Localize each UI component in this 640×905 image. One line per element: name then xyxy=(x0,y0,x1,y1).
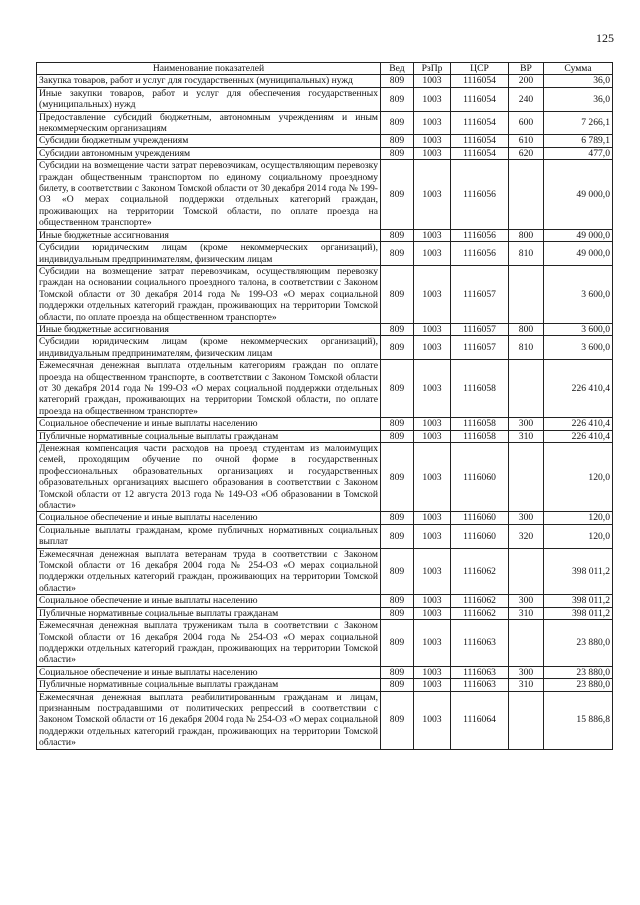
row-ved: 809 xyxy=(381,524,414,548)
row-rzpr: 1003 xyxy=(414,443,451,512)
row-sum: 398 011,2 xyxy=(544,595,613,607)
row-ved: 809 xyxy=(381,242,414,266)
row-vr xyxy=(509,620,544,667)
row-name: Социальное обеспечение и иные выплаты населению xyxy=(37,512,381,524)
row-csr: 1116057 xyxy=(451,336,509,360)
row-ved: 809 xyxy=(381,360,414,418)
row-sum: 226 410,4 xyxy=(544,418,613,430)
row-rzpr: 1003 xyxy=(414,418,451,430)
row-vr xyxy=(509,360,544,418)
row-ved: 809 xyxy=(381,336,414,360)
row-vr: 320 xyxy=(509,524,544,548)
row-sum: 23 880,0 xyxy=(544,679,613,691)
row-sum: 226 410,4 xyxy=(544,360,613,418)
row-csr: 1116063 xyxy=(451,666,509,678)
row-vr: 300 xyxy=(509,666,544,678)
table-row xyxy=(37,679,613,691)
row-rzpr: 1003 xyxy=(414,135,451,147)
table-row xyxy=(37,147,613,159)
row-sum: 15 886,8 xyxy=(544,691,613,749)
row-name: Иные бюджетные ассигнования xyxy=(37,323,381,335)
header-csr: ЦСР xyxy=(451,63,509,75)
table-row xyxy=(37,512,613,524)
table-row xyxy=(37,135,613,147)
row-rzpr: 1003 xyxy=(414,87,451,111)
row-vr: 810 xyxy=(509,242,544,266)
row-ved: 809 xyxy=(381,443,414,512)
row-name: Субсидии на возмещение части затрат перевозчикам, осуществляющим перевозку граждан общественным транспортом по единому социальному проездному билету, в соответствии с Законом Томской области от 30 декабря 2014 года № 199-ОЗ «О мерах социальной поддержки отдельных категорий граждан, проживающих на территории Томской области, по оплате проезда на общественном транспорте» xyxy=(37,160,381,229)
row-csr: 1116054 xyxy=(451,87,509,111)
row-ved: 809 xyxy=(381,595,414,607)
table-row xyxy=(37,607,613,619)
row-csr: 1116056 xyxy=(451,242,509,266)
row-rzpr: 1003 xyxy=(414,620,451,667)
row-rzpr: 1003 xyxy=(414,229,451,241)
row-csr: 1116058 xyxy=(451,418,509,430)
row-ved: 809 xyxy=(381,666,414,678)
row-ved: 809 xyxy=(381,679,414,691)
row-name: Публичные нормативные социальные выплаты гражданам xyxy=(37,430,381,442)
row-name: Иные закупки товаров, работ и услуг для обеспечения государственных (муниципальных) нужд xyxy=(37,87,381,111)
row-sum: 477,0 xyxy=(544,147,613,159)
row-sum: 226 410,4 xyxy=(544,430,613,442)
row-csr: 1116063 xyxy=(451,620,509,667)
table-row xyxy=(37,75,613,87)
row-csr: 1116057 xyxy=(451,323,509,335)
row-vr: 240 xyxy=(509,87,544,111)
row-vr: 600 xyxy=(509,111,544,135)
row-ved: 809 xyxy=(381,111,414,135)
row-vr: 310 xyxy=(509,430,544,442)
header-name: Наименование показателей xyxy=(37,63,381,75)
row-csr: 1116054 xyxy=(451,75,509,87)
page-number: 125 xyxy=(596,31,614,45)
row-vr xyxy=(509,160,544,229)
row-ved: 809 xyxy=(381,548,414,595)
row-vr xyxy=(509,443,544,512)
row-ved: 809 xyxy=(381,147,414,159)
row-ved: 809 xyxy=(381,160,414,229)
row-name: Ежемесячная денежная выплата реабилитированным гражданам и лицам, признанным пострадавшими от политических репрессий в соответствии с Законом Томской области от 16 декабря 2004 года № 254-ОЗ «О мерах социальной поддержки отдельных категорий граждан, проживающих на территории Томской области» xyxy=(37,691,381,749)
row-sum: 36,0 xyxy=(544,87,613,111)
table-row xyxy=(37,111,613,135)
row-vr: 300 xyxy=(509,418,544,430)
row-rzpr: 1003 xyxy=(414,336,451,360)
row-rzpr: 1003 xyxy=(414,111,451,135)
row-vr: 610 xyxy=(509,135,544,147)
row-rzpr: 1003 xyxy=(414,242,451,266)
row-sum: 398 011,2 xyxy=(544,607,613,619)
row-rzpr: 1003 xyxy=(414,160,451,229)
row-sum: 49 000,0 xyxy=(544,229,613,241)
row-name: Ежемесячная денежная выплата отдельным категориям граждан по оплате проезда на общественном транспорте, в соответствии с Законом Томской области от 30 декабря 2014 года № 199-ОЗ «О мерах социальной поддержки отдельных категорий граждан, проживающих на территории Томской области, по оплате проезда на общественном транспорте» xyxy=(37,360,381,418)
row-name: Закупка товаров, работ и услуг для государственных (муниципальных) нужд xyxy=(37,75,381,87)
row-csr: 1116064 xyxy=(451,691,509,749)
row-sum: 7 266,1 xyxy=(544,111,613,135)
row-name: Ежемесячная денежная выплата труженикам тыла в соответствии с Законом Томской области от 16 декабря 2004 года № 254-ОЗ «О мерах социальной поддержки отдельных категорий граждан, проживающих на территории Томской области» xyxy=(37,620,381,667)
row-csr: 1116063 xyxy=(451,679,509,691)
row-ved: 809 xyxy=(381,418,414,430)
row-name: Ежемесячная денежная выплата ветеранам труда в соответствии с Законом Томской области от 16 декабря 2004 года № 254-ОЗ «О мерах социальной поддержки отдельных категорий граждан, проживающих на территории Томской области» xyxy=(37,548,381,595)
row-csr: 1116060 xyxy=(451,524,509,548)
row-name: Публичные нормативные социальные выплаты гражданам xyxy=(37,607,381,619)
row-rzpr: 1003 xyxy=(414,607,451,619)
table-row xyxy=(37,524,613,548)
row-name: Публичные нормативные социальные выплаты гражданам xyxy=(37,679,381,691)
row-vr: 310 xyxy=(509,679,544,691)
row-csr: 1116056 xyxy=(451,160,509,229)
row-vr xyxy=(509,691,544,749)
row-ved: 809 xyxy=(381,87,414,111)
row-vr: 310 xyxy=(509,607,544,619)
header-sum: Сумма xyxy=(544,63,613,75)
table-row xyxy=(37,265,613,323)
row-name: Субсидии юридическим лицам (кроме некоммерческих организаций), индивидуальным предпринимателям, физическим лицам xyxy=(37,242,381,266)
row-rzpr: 1003 xyxy=(414,323,451,335)
row-csr: 1116060 xyxy=(451,443,509,512)
row-csr: 1116060 xyxy=(451,512,509,524)
table-row xyxy=(37,323,613,335)
row-name: Социальные выплаты гражданам, кроме публичных нормативных социальных выплат xyxy=(37,524,381,548)
table-row xyxy=(37,443,613,512)
row-csr: 1116056 xyxy=(451,229,509,241)
row-csr: 1116062 xyxy=(451,595,509,607)
row-sum: 36,0 xyxy=(544,75,613,87)
row-vr xyxy=(509,548,544,595)
header-ved: Вед xyxy=(381,63,414,75)
table-row xyxy=(37,87,613,111)
row-csr: 1116054 xyxy=(451,111,509,135)
row-csr: 1116062 xyxy=(451,548,509,595)
table-row xyxy=(37,418,613,430)
row-ved: 809 xyxy=(381,430,414,442)
row-name: Денежная компенсация части расходов на проезд студентам из малоимущих семей, проходящим обучение по очной форме в государственных профессиональных образовательных организациях и государственных образовательных организациях высшего образования в соответствии с Законом Томской области от 12 августа 2013 года № 149-ОЗ «Об образовании в Томской области» xyxy=(37,443,381,512)
row-csr: 1116054 xyxy=(451,135,509,147)
budget-table xyxy=(36,62,613,750)
row-sum: 23 880,0 xyxy=(544,620,613,667)
header-vr: ВР xyxy=(509,63,544,75)
row-name: Иные бюджетные ассигнования xyxy=(37,229,381,241)
row-name: Социальное обеспечение и иные выплаты населению xyxy=(37,418,381,430)
row-csr: 1116058 xyxy=(451,430,509,442)
row-vr: 300 xyxy=(509,595,544,607)
row-rzpr: 1003 xyxy=(414,512,451,524)
row-vr: 810 xyxy=(509,336,544,360)
row-ved: 809 xyxy=(381,512,414,524)
row-rzpr: 1003 xyxy=(414,147,451,159)
row-rzpr: 1003 xyxy=(414,691,451,749)
row-sum: 120,0 xyxy=(544,524,613,548)
row-sum: 120,0 xyxy=(544,512,613,524)
row-sum: 398 011,2 xyxy=(544,548,613,595)
row-rzpr: 1003 xyxy=(414,75,451,87)
row-vr: 200 xyxy=(509,75,544,87)
row-name: Субсидии на возмещение затрат перевозчикам, осуществляющим перевозку граждан на основании социального проездного талона, в соответствии с Законом Томской области от 30 декабря 2014 года № 199-ОЗ «О мерах социальной поддержки отдельных категорий граждан, проживающих на территории Томской области, по оплате проезда на общественном транспорте» xyxy=(37,265,381,323)
row-vr xyxy=(509,265,544,323)
row-rzpr: 1003 xyxy=(414,524,451,548)
row-name: Предоставление субсидий бюджетным, автономным учреждениям и иным некоммерческим организациям xyxy=(37,111,381,135)
row-name: Субсидии юридическим лицам (кроме некоммерческих организаций), индивидуальным предпринимателям, физическим лицам xyxy=(37,336,381,360)
row-ved: 809 xyxy=(381,75,414,87)
row-name: Субсидии автономным учреждениям xyxy=(37,147,381,159)
table-row xyxy=(37,360,613,418)
row-name: Субсидии бюджетным учреждениям xyxy=(37,135,381,147)
row-rzpr: 1003 xyxy=(414,360,451,418)
row-ved: 809 xyxy=(381,135,414,147)
table-body xyxy=(37,75,613,749)
row-rzpr: 1003 xyxy=(414,265,451,323)
row-vr: 620 xyxy=(509,147,544,159)
row-sum: 23 880,0 xyxy=(544,666,613,678)
table-row xyxy=(37,160,613,229)
row-vr: 800 xyxy=(509,323,544,335)
row-rzpr: 1003 xyxy=(414,666,451,678)
header-rzpr: РзПр xyxy=(414,63,451,75)
row-sum: 3 600,0 xyxy=(544,336,613,360)
row-rzpr: 1003 xyxy=(414,548,451,595)
row-sum: 49 000,0 xyxy=(544,242,613,266)
row-name: Социальное обеспечение и иные выплаты населению xyxy=(37,595,381,607)
row-ved: 809 xyxy=(381,229,414,241)
table-row xyxy=(37,229,613,241)
row-ved: 809 xyxy=(381,691,414,749)
row-sum: 6 789,1 xyxy=(544,135,613,147)
row-ved: 809 xyxy=(381,607,414,619)
table-header-row xyxy=(37,63,613,75)
row-rzpr: 1003 xyxy=(414,595,451,607)
row-ved: 809 xyxy=(381,620,414,667)
row-vr: 800 xyxy=(509,229,544,241)
row-vr: 300 xyxy=(509,512,544,524)
row-sum: 3 600,0 xyxy=(544,323,613,335)
row-rzpr: 1003 xyxy=(414,679,451,691)
row-ved: 809 xyxy=(381,265,414,323)
row-csr: 1116054 xyxy=(451,147,509,159)
row-csr: 1116057 xyxy=(451,265,509,323)
table-row xyxy=(37,595,613,607)
row-sum: 3 600,0 xyxy=(544,265,613,323)
row-sum: 120,0 xyxy=(544,443,613,512)
table-row xyxy=(37,620,613,667)
table-row xyxy=(37,691,613,749)
table-row xyxy=(37,242,613,266)
row-sum: 49 000,0 xyxy=(544,160,613,229)
row-ved: 809 xyxy=(381,323,414,335)
row-csr: 1116062 xyxy=(451,607,509,619)
row-csr: 1116058 xyxy=(451,360,509,418)
row-name: Социальное обеспечение и иные выплаты населению xyxy=(37,666,381,678)
table-row xyxy=(37,548,613,595)
table-row xyxy=(37,336,613,360)
table-row xyxy=(37,666,613,678)
row-rzpr: 1003 xyxy=(414,430,451,442)
table-row xyxy=(37,430,613,442)
